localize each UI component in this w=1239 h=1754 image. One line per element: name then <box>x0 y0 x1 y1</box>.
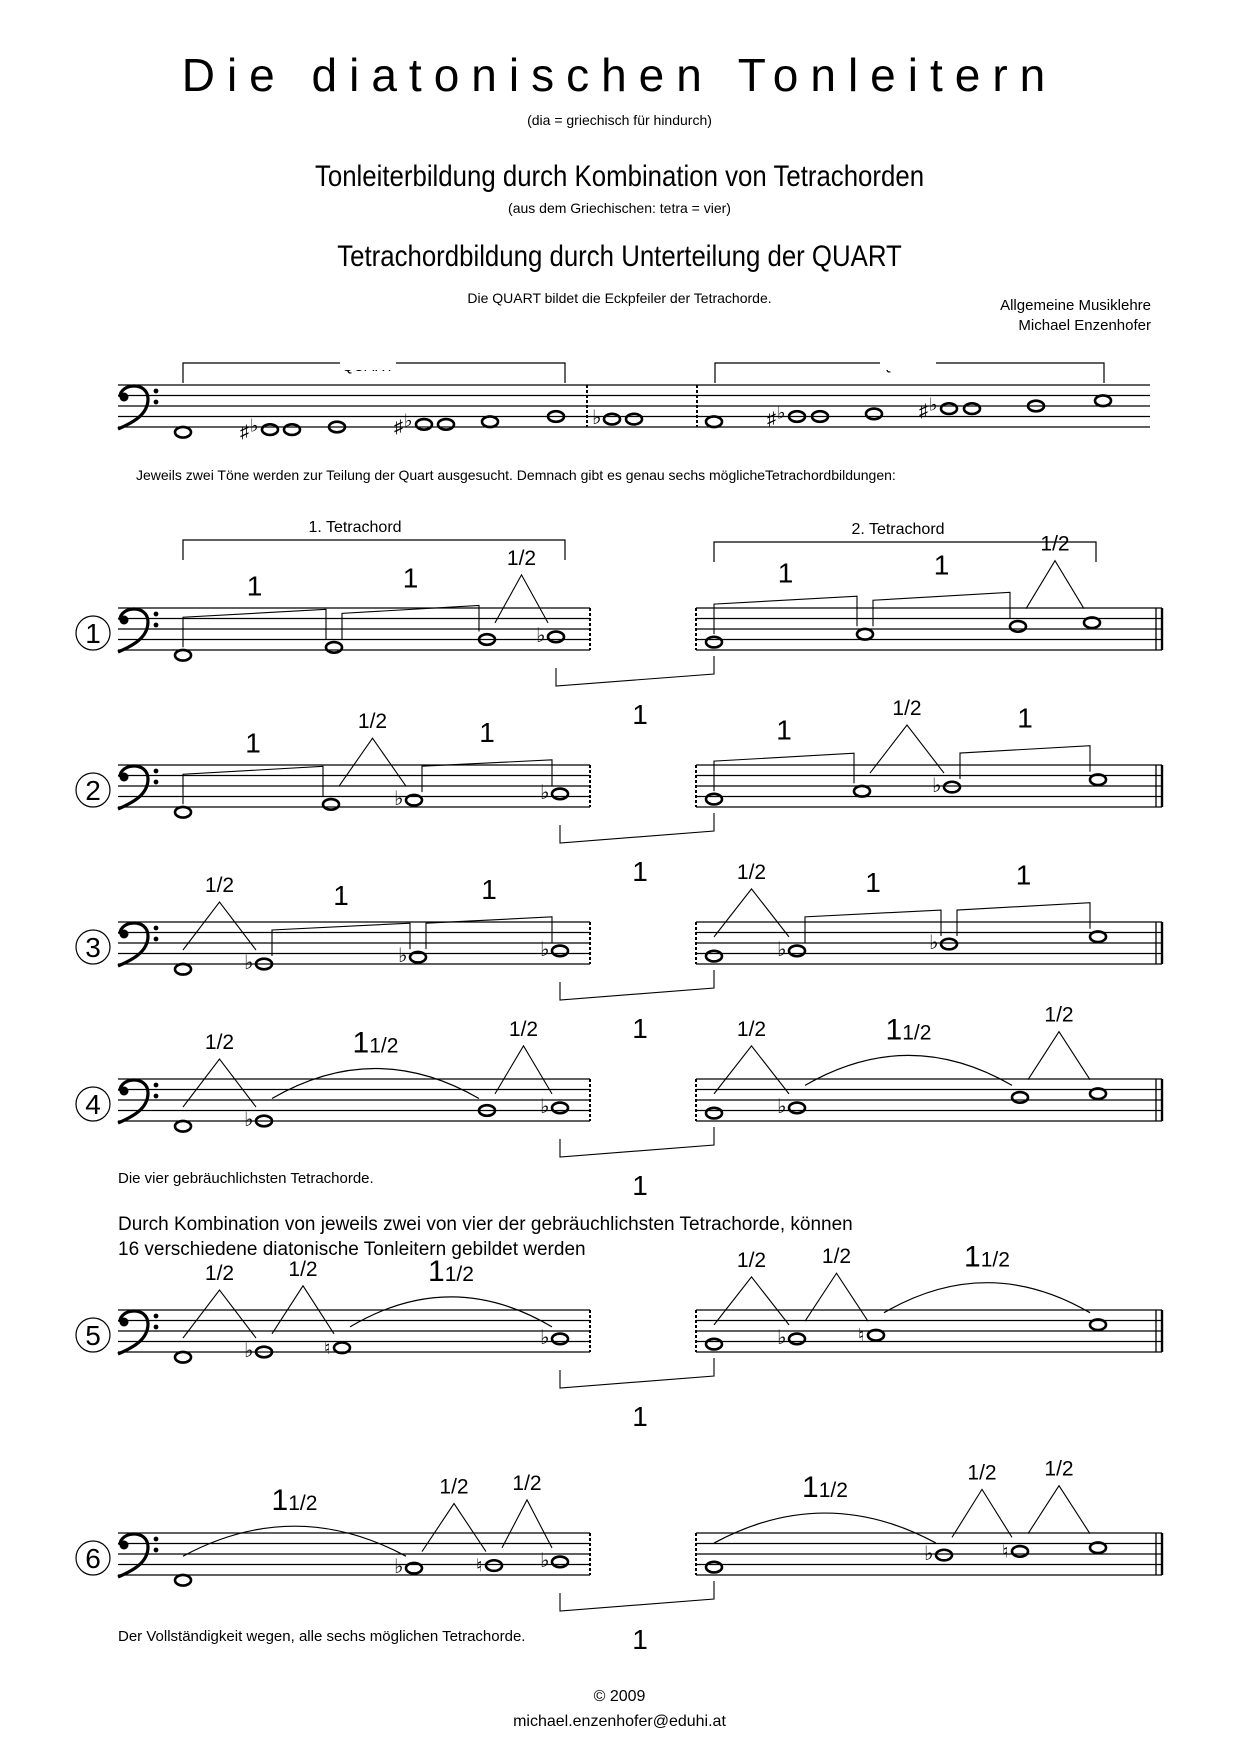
sharp-icon: ♯ <box>919 400 928 421</box>
flat-icon: ♭ <box>244 1109 254 1131</box>
row-number: 2 <box>85 775 101 806</box>
whole-note <box>777 939 805 961</box>
flat-icon: ♭ <box>777 1326 787 1349</box>
subtitle-quart: Tetrachordbildung durch Unterteilung der QUART <box>337 240 902 273</box>
natural-icon: ♮ <box>476 1555 483 1576</box>
whole-step-bracket <box>873 592 1010 626</box>
second-tetrachord-label: 2. Tetrachord <box>851 521 945 538</box>
course-name: Allgemeine Musiklehre <box>1000 297 1151 314</box>
step-label: 1 <box>245 727 261 759</box>
flat-icon: ♭ <box>404 410 413 431</box>
step-label: 1/2 <box>1044 1457 1074 1481</box>
whole-note <box>326 642 342 653</box>
link-step-label: 1 <box>632 699 648 730</box>
flat-icon: ♭ <box>929 394 938 415</box>
combination-line-2: 16 verschiedene diatonische Tonleitern gebildet werden <box>118 1239 586 1260</box>
flat-icon: ♭ <box>394 1556 404 1579</box>
row-number: 4 <box>85 1089 101 1120</box>
step-label: 11/2 <box>802 1471 848 1505</box>
whole-note <box>706 1108 722 1119</box>
step-label: 1/2 <box>506 546 537 570</box>
whole-note <box>706 1562 722 1573</box>
half-step-wedge <box>714 889 789 937</box>
flat-icon: ♭ <box>777 1095 787 1118</box>
whole-note <box>706 794 722 805</box>
whole-note <box>240 416 278 442</box>
step-label: 1/2 <box>821 1245 852 1269</box>
step-label: 1 <box>865 867 881 899</box>
half-step-wedge <box>952 1489 1012 1537</box>
whole-step-bracket <box>960 746 1090 779</box>
bass-clef-icon <box>118 609 158 652</box>
row-number: 5 <box>85 1320 101 1351</box>
step-label: 1/2 <box>439 1475 469 1499</box>
whole-step-bracket <box>272 923 410 956</box>
augmented-step-arc <box>272 1069 479 1099</box>
half-step-wedge <box>1028 1486 1090 1534</box>
whole-note <box>244 1340 272 1362</box>
step-label: 1 <box>776 714 792 746</box>
step-label: 1/2 <box>204 874 235 897</box>
copyright: © 2009 <box>593 1688 646 1705</box>
bass-clef-icon <box>118 1080 158 1123</box>
row-number: 6 <box>85 1543 101 1574</box>
completeness-note: Der Vollständigkeit wegen, alle sechs möglichen Tetrachorde. <box>118 1628 526 1645</box>
footer <box>0 1684 1239 1734</box>
step-label: 11/2 <box>271 1484 318 1518</box>
whole-note <box>540 1327 568 1349</box>
whole-note <box>175 1352 191 1363</box>
first-tetrachord-label: 1. Tetrachord <box>308 519 402 536</box>
link-whole-step <box>560 1358 714 1388</box>
whole-note <box>175 650 191 661</box>
tetrachord-staff-right <box>696 1310 1162 1352</box>
whole-note <box>482 416 498 427</box>
whole-note <box>536 625 564 647</box>
augmented-step-arc <box>350 1297 552 1327</box>
link-step-label: 1 <box>632 1401 648 1432</box>
flat-icon: ♭ <box>932 775 942 798</box>
half-step-wedge <box>1028 1032 1090 1080</box>
step-label: 1 <box>1017 702 1033 734</box>
step-label: 11/2 <box>885 1013 932 1047</box>
subtitle-quart-note: Die QUART bildet die Eckpfeiler der Tetrachorde. <box>467 290 772 306</box>
flat-icon: ♭ <box>394 788 404 811</box>
augmented-step-arc <box>805 1055 1012 1085</box>
whole-note <box>706 637 722 648</box>
half-step-wedge <box>714 1277 789 1325</box>
step-label: 1/2 <box>892 697 922 721</box>
step-label: 11/2 <box>428 1254 474 1288</box>
step-label: 1/2 <box>288 1257 318 1281</box>
step-label: 1/2 <box>357 710 388 734</box>
whole-note <box>540 1550 568 1572</box>
link-whole-step <box>560 813 714 843</box>
step-label: 1/2 <box>967 1461 997 1485</box>
flat-icon: ♭ <box>244 952 254 974</box>
subtitle: Tonleiterbildung durch Kombination von Tetrachorden <box>314 160 925 193</box>
combination-text <box>118 1212 853 1262</box>
link-step-label: 1 <box>632 856 648 887</box>
flat-icon: ♭ <box>540 1326 550 1349</box>
whole-note <box>1010 621 1026 632</box>
flat-icon: ♭ <box>777 938 787 961</box>
half-step-wedge <box>502 1500 552 1548</box>
half-step-wedge <box>495 1046 552 1094</box>
link-step-label: 1 <box>632 1624 648 1655</box>
author-name: Michael Enzenhofer <box>1018 317 1151 334</box>
link-step-label: 1 <box>632 1013 648 1044</box>
step-label: 1 <box>479 716 495 748</box>
whole-note <box>857 629 873 640</box>
sharp-icon: ♯ <box>394 416 403 437</box>
whole-note <box>175 427 191 438</box>
bracket <box>714 542 1096 562</box>
step-label: 1 <box>777 557 794 589</box>
step-label: 1 <box>481 873 497 905</box>
tetrachord-staff-right <box>696 765 1162 807</box>
division-explanation: Jeweils zwei Töne werden zur Teilung der Quart ausgesucht. Demnach gibt es genau sechs möglicheTetrachordbildungen: <box>136 467 896 483</box>
half-step-wedge <box>870 725 944 773</box>
whole-note <box>866 409 882 420</box>
step-label: 1/2 <box>204 1262 235 1285</box>
link-step-label: 1 <box>632 1170 648 1201</box>
sharp-icon: ♯ <box>240 421 249 442</box>
link-whole-step <box>560 1127 714 1157</box>
natural-icon: ♮ <box>858 1325 865 1346</box>
whole-step-bracket <box>805 910 941 943</box>
flat-icon: ♭ <box>540 781 550 804</box>
half-step-wedge <box>805 1273 868 1321</box>
half-step-wedge <box>339 738 406 786</box>
half-step-wedge <box>1026 561 1084 609</box>
bass-clef-icon <box>118 1311 158 1354</box>
whole-note <box>284 424 300 435</box>
whole-note <box>706 416 722 427</box>
whole-note <box>777 1096 805 1118</box>
flat-icon: ♭ <box>540 1549 550 1572</box>
link-whole-step <box>560 970 714 1000</box>
tetrachord-staff-right <box>696 1079 1162 1121</box>
step-label: 1 <box>402 562 419 594</box>
half-step-wedge <box>495 575 548 623</box>
flat-icon: ♭ <box>929 932 939 955</box>
row-number: 1 <box>85 618 101 649</box>
whole-note <box>1095 395 1111 406</box>
augmented-step-arc <box>714 1513 936 1543</box>
step-label: 1/2 <box>736 1248 767 1272</box>
half-step-wedge <box>422 1504 486 1552</box>
flat-icon: ♭ <box>244 1340 254 1362</box>
whole-note <box>175 1121 191 1132</box>
overview-staff <box>118 385 1150 430</box>
whole-note <box>592 407 620 429</box>
common-tetrachords-note: Die vier gebräuchlichsten Tetrachorde. <box>118 1170 374 1187</box>
whole-note <box>540 1096 568 1118</box>
bass-clef-icon <box>118 1534 158 1577</box>
flat-icon: ♭ <box>592 407 602 430</box>
whole-step-bracket <box>183 609 326 647</box>
whole-note <box>540 939 568 961</box>
tetrachord-staff-left <box>118 608 590 650</box>
link-whole-step <box>560 1581 714 1611</box>
step-label: 1/2 <box>1040 532 1070 556</box>
whole-step-bracket <box>342 606 479 640</box>
step-label: 11/2 <box>352 1026 399 1060</box>
flat-icon: ♭ <box>536 624 546 647</box>
whole-note <box>1002 1541 1028 1561</box>
flat-icon: ♭ <box>250 415 259 436</box>
bass-clef-icon <box>118 923 158 966</box>
combination-line-1: Durch Kombination von jeweils zwei von vier der gebräuchlichsten Tetrachorde, können <box>118 1214 853 1235</box>
whole-note <box>706 951 722 962</box>
step-label: 1/2 <box>204 1031 235 1054</box>
flat-icon: ♭ <box>777 402 786 423</box>
flat-icon: ♭ <box>540 938 550 961</box>
step-label: 1 <box>933 549 950 581</box>
step-label: 11/2 <box>964 1240 1010 1274</box>
whole-note <box>244 952 272 974</box>
augmented-step-arc <box>183 1526 406 1556</box>
whole-note <box>438 419 454 430</box>
whole-note <box>540 782 568 804</box>
step-label: 1 <box>246 570 263 602</box>
whole-step-bracket <box>957 903 1090 936</box>
row-number: 3 <box>85 932 101 963</box>
flat-icon: ♭ <box>398 945 408 968</box>
step-label: 1/2 <box>508 1017 539 1041</box>
bass-clef-icon <box>118 766 158 809</box>
tetrachord-staff-left <box>118 1533 590 1575</box>
whole-step-bracket <box>183 766 323 804</box>
step-label: 1/2 <box>736 1017 767 1041</box>
whole-note <box>854 786 870 797</box>
subtitle-note: (aus dem Griechischen: tetra = vier) <box>508 200 731 216</box>
whole-note <box>175 1575 191 1586</box>
whole-note <box>476 1556 502 1576</box>
whole-note <box>777 1327 805 1349</box>
whole-note <box>324 1338 350 1358</box>
whole-note <box>175 807 191 818</box>
whole-note <box>858 1325 884 1345</box>
whole-note <box>706 1339 722 1350</box>
step-label: 1/2 <box>1044 1003 1074 1027</box>
flat-icon: ♭ <box>540 1095 550 1118</box>
whole-note <box>323 799 339 810</box>
step-label: 1 <box>1015 859 1032 891</box>
whole-note <box>964 403 980 414</box>
natural-icon: ♮ <box>1002 1541 1009 1562</box>
author-email[interactable]: michael.enzenhofer@eduhi.at <box>513 1713 726 1730</box>
step-label: 1/2 <box>512 1471 542 1495</box>
sharp-icon: ♯ <box>767 408 776 429</box>
step-label: 1 <box>333 880 349 912</box>
step-label: 1/2 <box>736 860 767 884</box>
whole-note <box>175 964 191 975</box>
title-note: (dia = griechisch für hindurch) <box>527 112 712 128</box>
half-step-wedge <box>714 1046 789 1094</box>
natural-icon: ♮ <box>324 1337 331 1358</box>
flat-icon: ♭ <box>924 1543 934 1566</box>
page-title: Die diatonischen Tonleitern <box>181 49 1058 101</box>
tetrachord-staff-left <box>118 765 590 807</box>
whole-note <box>244 1109 272 1131</box>
whole-note <box>626 414 642 425</box>
augmented-step-arc <box>884 1283 1090 1313</box>
whole-note <box>1012 1092 1028 1103</box>
whole-note <box>394 410 432 436</box>
link-whole-step <box>556 656 714 686</box>
bass-clef-icon <box>118 386 158 429</box>
